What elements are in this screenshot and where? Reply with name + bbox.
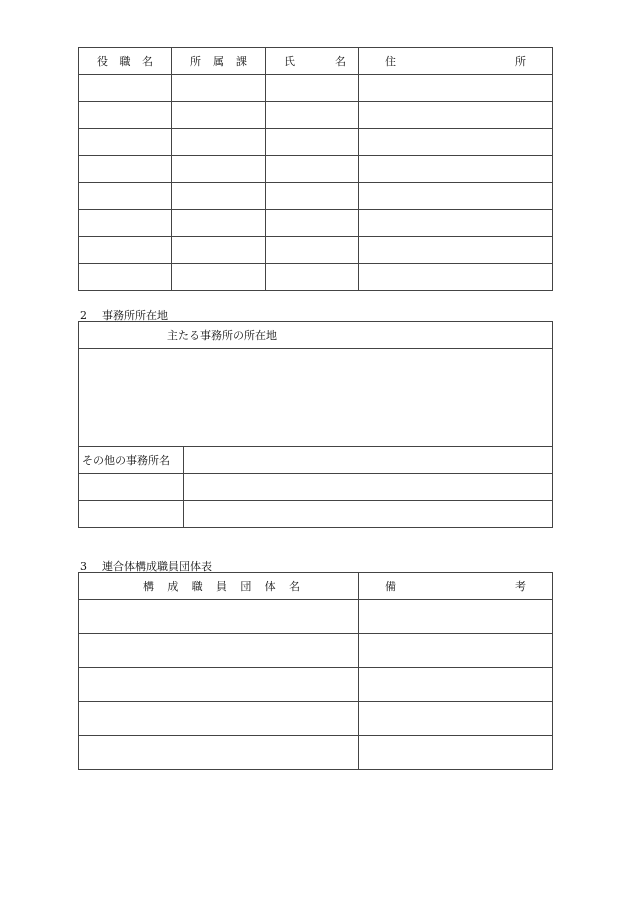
table-row bbox=[79, 129, 553, 156]
officers-table bbox=[78, 47, 553, 291]
officers-header-row bbox=[79, 48, 553, 75]
table-row bbox=[79, 264, 553, 291]
other-office-label: その他の事務所名 bbox=[79, 447, 184, 474]
main-office-address-field[interactable] bbox=[79, 349, 553, 447]
table-row bbox=[79, 668, 553, 702]
header-remarks: 備 考 bbox=[359, 573, 553, 600]
header-department: 所 属 課 bbox=[172, 48, 266, 75]
table-row bbox=[79, 600, 553, 634]
section-2-title: 2 事務所所在地 bbox=[80, 309, 168, 322]
table-row bbox=[79, 634, 553, 668]
other-office-field[interactable] bbox=[184, 447, 553, 474]
main-office-field-row bbox=[79, 349, 553, 447]
table-row bbox=[79, 210, 553, 237]
header-name: 氏 名 bbox=[266, 48, 359, 75]
table-row bbox=[79, 156, 553, 183]
other-office-header-row bbox=[79, 447, 553, 474]
header-address: 住 所 bbox=[359, 48, 553, 75]
office-location-table bbox=[78, 321, 553, 528]
members-header-row bbox=[79, 573, 553, 600]
table-row bbox=[79, 736, 553, 770]
main-office-header-row bbox=[79, 322, 553, 349]
header-position: 役 職 名 bbox=[79, 48, 172, 75]
main-office-label: 主たる事務所の所在地 bbox=[79, 322, 553, 349]
table-row bbox=[79, 183, 553, 210]
table-row bbox=[79, 474, 553, 501]
table-row bbox=[79, 102, 553, 129]
table-row bbox=[79, 501, 553, 528]
member-organizations-table bbox=[78, 572, 553, 770]
header-organization-name: 構 成 職 員 団 体 名 bbox=[79, 573, 359, 600]
table-row bbox=[79, 237, 553, 264]
table-row bbox=[79, 75, 553, 102]
section-3-title: 3 連合体構成職員団体表 bbox=[80, 560, 212, 573]
table-row bbox=[79, 702, 553, 736]
